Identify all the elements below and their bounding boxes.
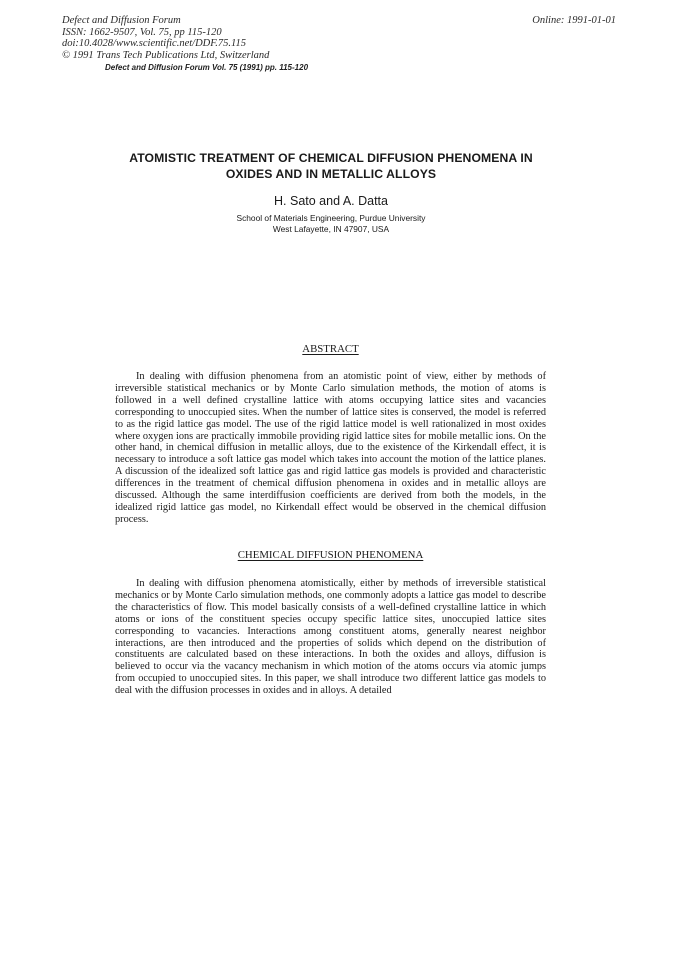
title-line-2: OXIDES AND IN METALLIC ALLOYS bbox=[225, 167, 437, 181]
section-heading: CHEMICAL DIFFUSION PHENOMENA bbox=[237, 549, 424, 561]
title-line-1: ATOMISTIC TREATMENT OF CHEMICAL DIFFUSION PHENOMENA IN bbox=[129, 151, 533, 165]
affiliation bbox=[100, 213, 562, 235]
citation-block bbox=[62, 15, 269, 61]
title-block bbox=[100, 150, 562, 235]
authors: H. Sato and A. Datta bbox=[274, 194, 388, 208]
affiliation-line-1: School of Materials Engineering, Purdue University bbox=[236, 213, 426, 223]
affiliation-line-2: West Lafayette, IN 47907, USA bbox=[272, 224, 390, 234]
paper-title bbox=[100, 150, 562, 182]
issn-line: ISSN: 1662-9507, Vol. 75, pp 115-120 bbox=[62, 26, 222, 38]
copyright-line: © 1991 Trans Tech Publications Ltd, Switzerland bbox=[62, 49, 270, 61]
online-date: Online: 1991-01-01 bbox=[532, 15, 616, 26]
doi-line: doi:10.4028/www.scientific.net/DDF.75.115 bbox=[62, 38, 247, 50]
abstract-heading: ABSTRACT bbox=[302, 343, 359, 355]
journal-name: Defect and Diffusion Forum bbox=[62, 15, 181, 26]
abstract-text: In dealing with diffusion phenomena from an atomistic point of view, either by methods of irreversible statistical mechanics or by Monte Carlo simulation methods, the motion of atoms is followed in a well defined crystalline lattice with atoms occupying lattice sites and vacancies corresponding to unoccupied sites. When the number of lattice sites is conserved, the model is referred to as the rigid lattice gas model. The use of the rigid lattice model is well rationalized in most oxides where oxygen ions are practically immobile providing rigid lattice sites for mobile metallic ions. On the other hand, in chemical diffusion in metallic alloys, due to the existence of the Kirkendall effect, it is necessary to introduce a soft lattice gas model which takes into account the motion of the lattice planes. A discussion of the idealized soft lattice gas and rigid lattice gas models is provided and characteristic differences in the treatment of chemical diffusion phenomena in oxides and in metallic alloys are discussed. Although the same interdiffusion coefficients are derived from both the models, in the idealized rigid lattice gas model, no Kirkendall effect would be observed in the chemical diffusion process. bbox=[115, 371, 546, 525]
section-text: In dealing with diffusion phenomena atomistically, either by methods of irreversible statistical mechanics or by Monte Carlo simulation methods, one commonly adopts a lattice gas model to describe the characteristics of flow. This model basically consists of a well-defined crystalline lattice in which atoms or ions of the constituent species occupy specific lattice sites, unoccupied lattice sites corresponding to vacancies. Interactions among constituent atoms, generally nearest neighbor interactions, are then introduced and the properties of solids which depend on the distribution of constituents are calculated based on these interactions. In both the oxides and alloys, diffusion is believed to occur via the vacancy mechanism in which motion of the atoms occurs via atomic jumps from occupied to unoccupied sites. In this paper, we shall introduce two different lattice gas models to deal with the diffusion processes in oxides and in alloys. A detailed bbox=[115, 578, 546, 697]
scanned-running-header: Defect and Diffusion Forum Vol. 75 (1991) pp. 115-120 bbox=[105, 63, 309, 72]
